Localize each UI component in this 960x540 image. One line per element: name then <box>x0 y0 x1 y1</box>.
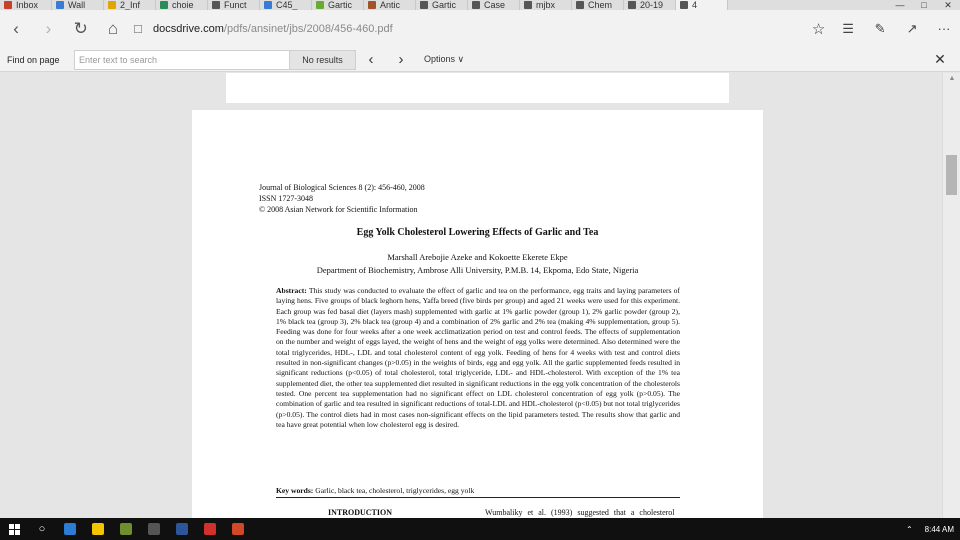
home-icon: ⌂ <box>107 19 119 38</box>
keywords-text: Garlic, black tea, cholesterol, triglycerides, egg yolk <box>315 486 475 495</box>
browser-tab[interactable] <box>312 0 364 10</box>
tab-label: Case <box>484 0 506 10</box>
tab-label: choie <box>172 0 194 10</box>
browser-tab[interactable] <box>156 0 208 10</box>
journal-citation: Journal of Biological Sciences 8 (2): 456-460, 2008 <box>259 183 425 192</box>
journal-meta <box>259 182 425 215</box>
browser-tab[interactable] <box>0 0 52 10</box>
store-icon <box>120 523 132 535</box>
favorites-hub-icon[interactable]: ☰ <box>842 21 854 36</box>
tab-label: Funct <box>224 0 247 10</box>
abstract <box>276 286 680 472</box>
tab-label: mjbx <box>536 0 556 10</box>
minimize-button[interactable]: — <box>895 0 905 10</box>
forward-button[interactable] <box>32 10 64 48</box>
start-button[interactable] <box>0 518 28 540</box>
issn: ISSN 1727-3048 <box>259 194 314 203</box>
find-input[interactable] <box>74 50 290 70</box>
url-path: /pdfs/ansinet/jbs/2008/456-460.pdf <box>223 23 393 35</box>
find-previous-icon[interactable]: ‹ <box>368 51 374 68</box>
address-bar[interactable] <box>129 16 805 42</box>
more-icon[interactable]: ··· <box>937 21 951 36</box>
word-icon <box>176 523 188 535</box>
edge-icon <box>64 523 76 535</box>
taskbar-word-button[interactable] <box>168 518 196 540</box>
browser-tab[interactable] <box>416 0 468 10</box>
window-controls <box>888 0 960 10</box>
taskbar-acrobat-button[interactable] <box>196 518 224 540</box>
taskbar-powerpoint-button[interactable] <box>224 518 252 540</box>
pdf-page <box>192 110 763 518</box>
find-options-button[interactable]: Options ∨ <box>424 54 465 64</box>
keywords-label: Key words: <box>276 486 314 495</box>
introduction-text: Wumbaliky et al. (1993) suggested that a cholesterol <box>485 508 675 517</box>
tab-favicon-icon <box>368 1 376 9</box>
browser-tab[interactable] <box>676 0 728 10</box>
pdf-viewport[interactable] <box>0 73 942 518</box>
browser-tab[interactable] <box>520 0 572 10</box>
tab-favicon-icon <box>264 1 272 9</box>
tab-favicon-icon <box>108 1 116 9</box>
taskbar <box>0 518 960 540</box>
browser-tab[interactable] <box>208 0 260 10</box>
paper-title: Egg Yolk Cholesterol Lowering Effects of Garlic and Tea <box>356 227 599 238</box>
vertical-scrollbar[interactable] <box>942 73 960 518</box>
scroll-up-arrow-icon[interactable]: ▲ <box>948 75 956 82</box>
browser-tab[interactable] <box>624 0 676 10</box>
tab-strip <box>0 0 960 10</box>
browser-toolbar <box>832 21 960 37</box>
tab-label: C45_ <box>276 0 298 10</box>
browser-tab[interactable] <box>572 0 624 10</box>
tab-label: 2_Inf <box>120 0 141 10</box>
tab-label: 4 <box>692 0 698 10</box>
tab-favicon-icon <box>160 1 168 9</box>
find-next-icon[interactable]: › <box>398 51 404 68</box>
taskbar-file-explorer-button[interactable] <box>84 518 112 540</box>
powerpoint-icon <box>232 523 244 535</box>
tab-label: Inbox <box>16 0 39 10</box>
abstract-label: Abstract: <box>276 286 307 295</box>
page-info-icon[interactable]: ☐ <box>133 23 143 36</box>
find-label: Find on page <box>7 54 60 65</box>
browser-tab[interactable] <box>260 0 312 10</box>
tab-label: Gartic <box>432 0 457 10</box>
scrollbar-thumb[interactable] <box>946 155 957 195</box>
previous-page <box>226 73 729 103</box>
find-bar <box>0 48 960 72</box>
refresh-button[interactable] <box>65 10 97 48</box>
home-button[interactable] <box>97 10 129 48</box>
taskbar-edge-button[interactable] <box>56 518 84 540</box>
tab-favicon-icon <box>4 1 12 9</box>
maximize-button[interactable]: □ <box>921 0 927 10</box>
web-note-pen-icon[interactable]: ✎ <box>874 21 886 36</box>
taskbar-store-button[interactable] <box>112 518 140 540</box>
tab-favicon-icon <box>316 1 324 9</box>
browser-tab[interactable] <box>104 0 156 10</box>
share-icon[interactable]: ↗ <box>906 21 918 36</box>
refresh-icon: ↻ <box>73 19 88 38</box>
acrobat-icon <box>204 523 216 535</box>
system-tray <box>900 525 960 534</box>
taskbar-mail-button[interactable] <box>140 518 168 540</box>
windows-logo-icon <box>9 524 20 535</box>
back-button[interactable] <box>0 10 32 48</box>
browser-tab[interactable] <box>468 0 520 10</box>
search-circle-icon: ○ <box>38 523 46 535</box>
tab-label: Gartic <box>328 0 353 10</box>
url-host: docsdrive.com <box>153 23 224 35</box>
tab-favicon-icon <box>56 1 64 9</box>
tab-label: 20-19 <box>640 0 664 10</box>
find-close-icon[interactable]: ✕ <box>934 51 946 67</box>
tab-label: Chem <box>588 0 613 10</box>
search-button[interactable] <box>28 518 56 540</box>
introduction-heading: INTRODUCTION <box>328 508 393 517</box>
browser-tab[interactable] <box>364 0 416 10</box>
find-results-count: No results <box>290 50 356 70</box>
browser-tab[interactable] <box>52 0 104 10</box>
tab-favicon-icon <box>472 1 480 9</box>
clock[interactable]: 8:44 AM <box>924 524 954 534</box>
close-window-button[interactable]: ✕ <box>944 0 952 10</box>
tab-favicon-icon <box>524 1 532 9</box>
tab-favicon-icon <box>576 1 584 9</box>
keywords <box>276 486 680 498</box>
back-icon: ‹ <box>13 19 19 38</box>
mail-icon <box>148 523 160 535</box>
favorite-star-icon[interactable]: ☆ <box>811 21 826 38</box>
tab-favicon-icon <box>680 1 688 9</box>
tab-favicon-icon <box>420 1 428 9</box>
pinned-apps <box>56 518 252 540</box>
navigation-bar <box>0 10 960 48</box>
tab-label: Wall <box>68 0 86 10</box>
copyright: © 2008 Asian Network for Scientific Information <box>259 205 418 214</box>
authors: Marshall Arebojie Azeke and Kokoette Ekerete Ekpe <box>387 252 568 262</box>
abstract-text: This study was conducted to evaluate the effect of garlic and tea on the performance, egg traits and laying parameters of laying hens. Five groups of black leghorn hens, Yaffa breed (five birds per group) and aged 21 weeks were used for this experiment. Each group was fed basal diet (layers mash) supplemented with garlic at 1% garlic powder (group 1), 2% garlic powder (group 2), 1% black tea (group 3), 2% black tea (group 4) and a combination of 2% garlic and 2% tea (making 4% supplementation, group 5). Feeding was done for four weeks after a one week acclimatization period on test and control feeds. The effects of supplementation on the number and weight of eggs layed, the weight of hens and the weight of egg yolks were determined. Also determined were the total triglycerides, HDL-, LDL and total cholesterol content of egg yolk. Feeding of hens for 4 weeks with test and control diets resulted in non-significant changes (p>0.05) in the weights of birds, egg and egg yolk. All the garlic supplemented feeds resulted in significant reductions (p<0.05) of total cholesterol, total triglyceride, LDL- and HDL-cholesterol. With exception of the 1% tea supplemented diet, the other tea supplemented diet resulted in significant reductions in the egg yolk concentration of the cholesterols tested. One percent tea supplementation had no significant effect on LDL cholesterol concentration of egg yolk (p>0.05). The combination of garlic and tea resulted in significant reductions of total-LDL and HDL-cholesterol (p<0.05) but not total triglycerides (p>0.05). The control diets had in most cases non-significant effects on the lipid parameters tested. The results show that garlic and tea have great potential when low cholesterol egg is desired. <box>276 286 680 429</box>
tab-favicon-icon <box>212 1 220 9</box>
tray-overflow-icon[interactable]: ⌃ <box>905 524 913 534</box>
affiliation: Department of Biochemistry, Ambrose Alli University, P.M.B. 14, Ekpoma, Edo State, Nigeria <box>316 265 639 275</box>
file-explorer-icon <box>92 523 104 535</box>
forward-icon: › <box>45 19 52 38</box>
tab-label: Antic <box>380 0 401 10</box>
tab-favicon-icon <box>628 1 636 9</box>
